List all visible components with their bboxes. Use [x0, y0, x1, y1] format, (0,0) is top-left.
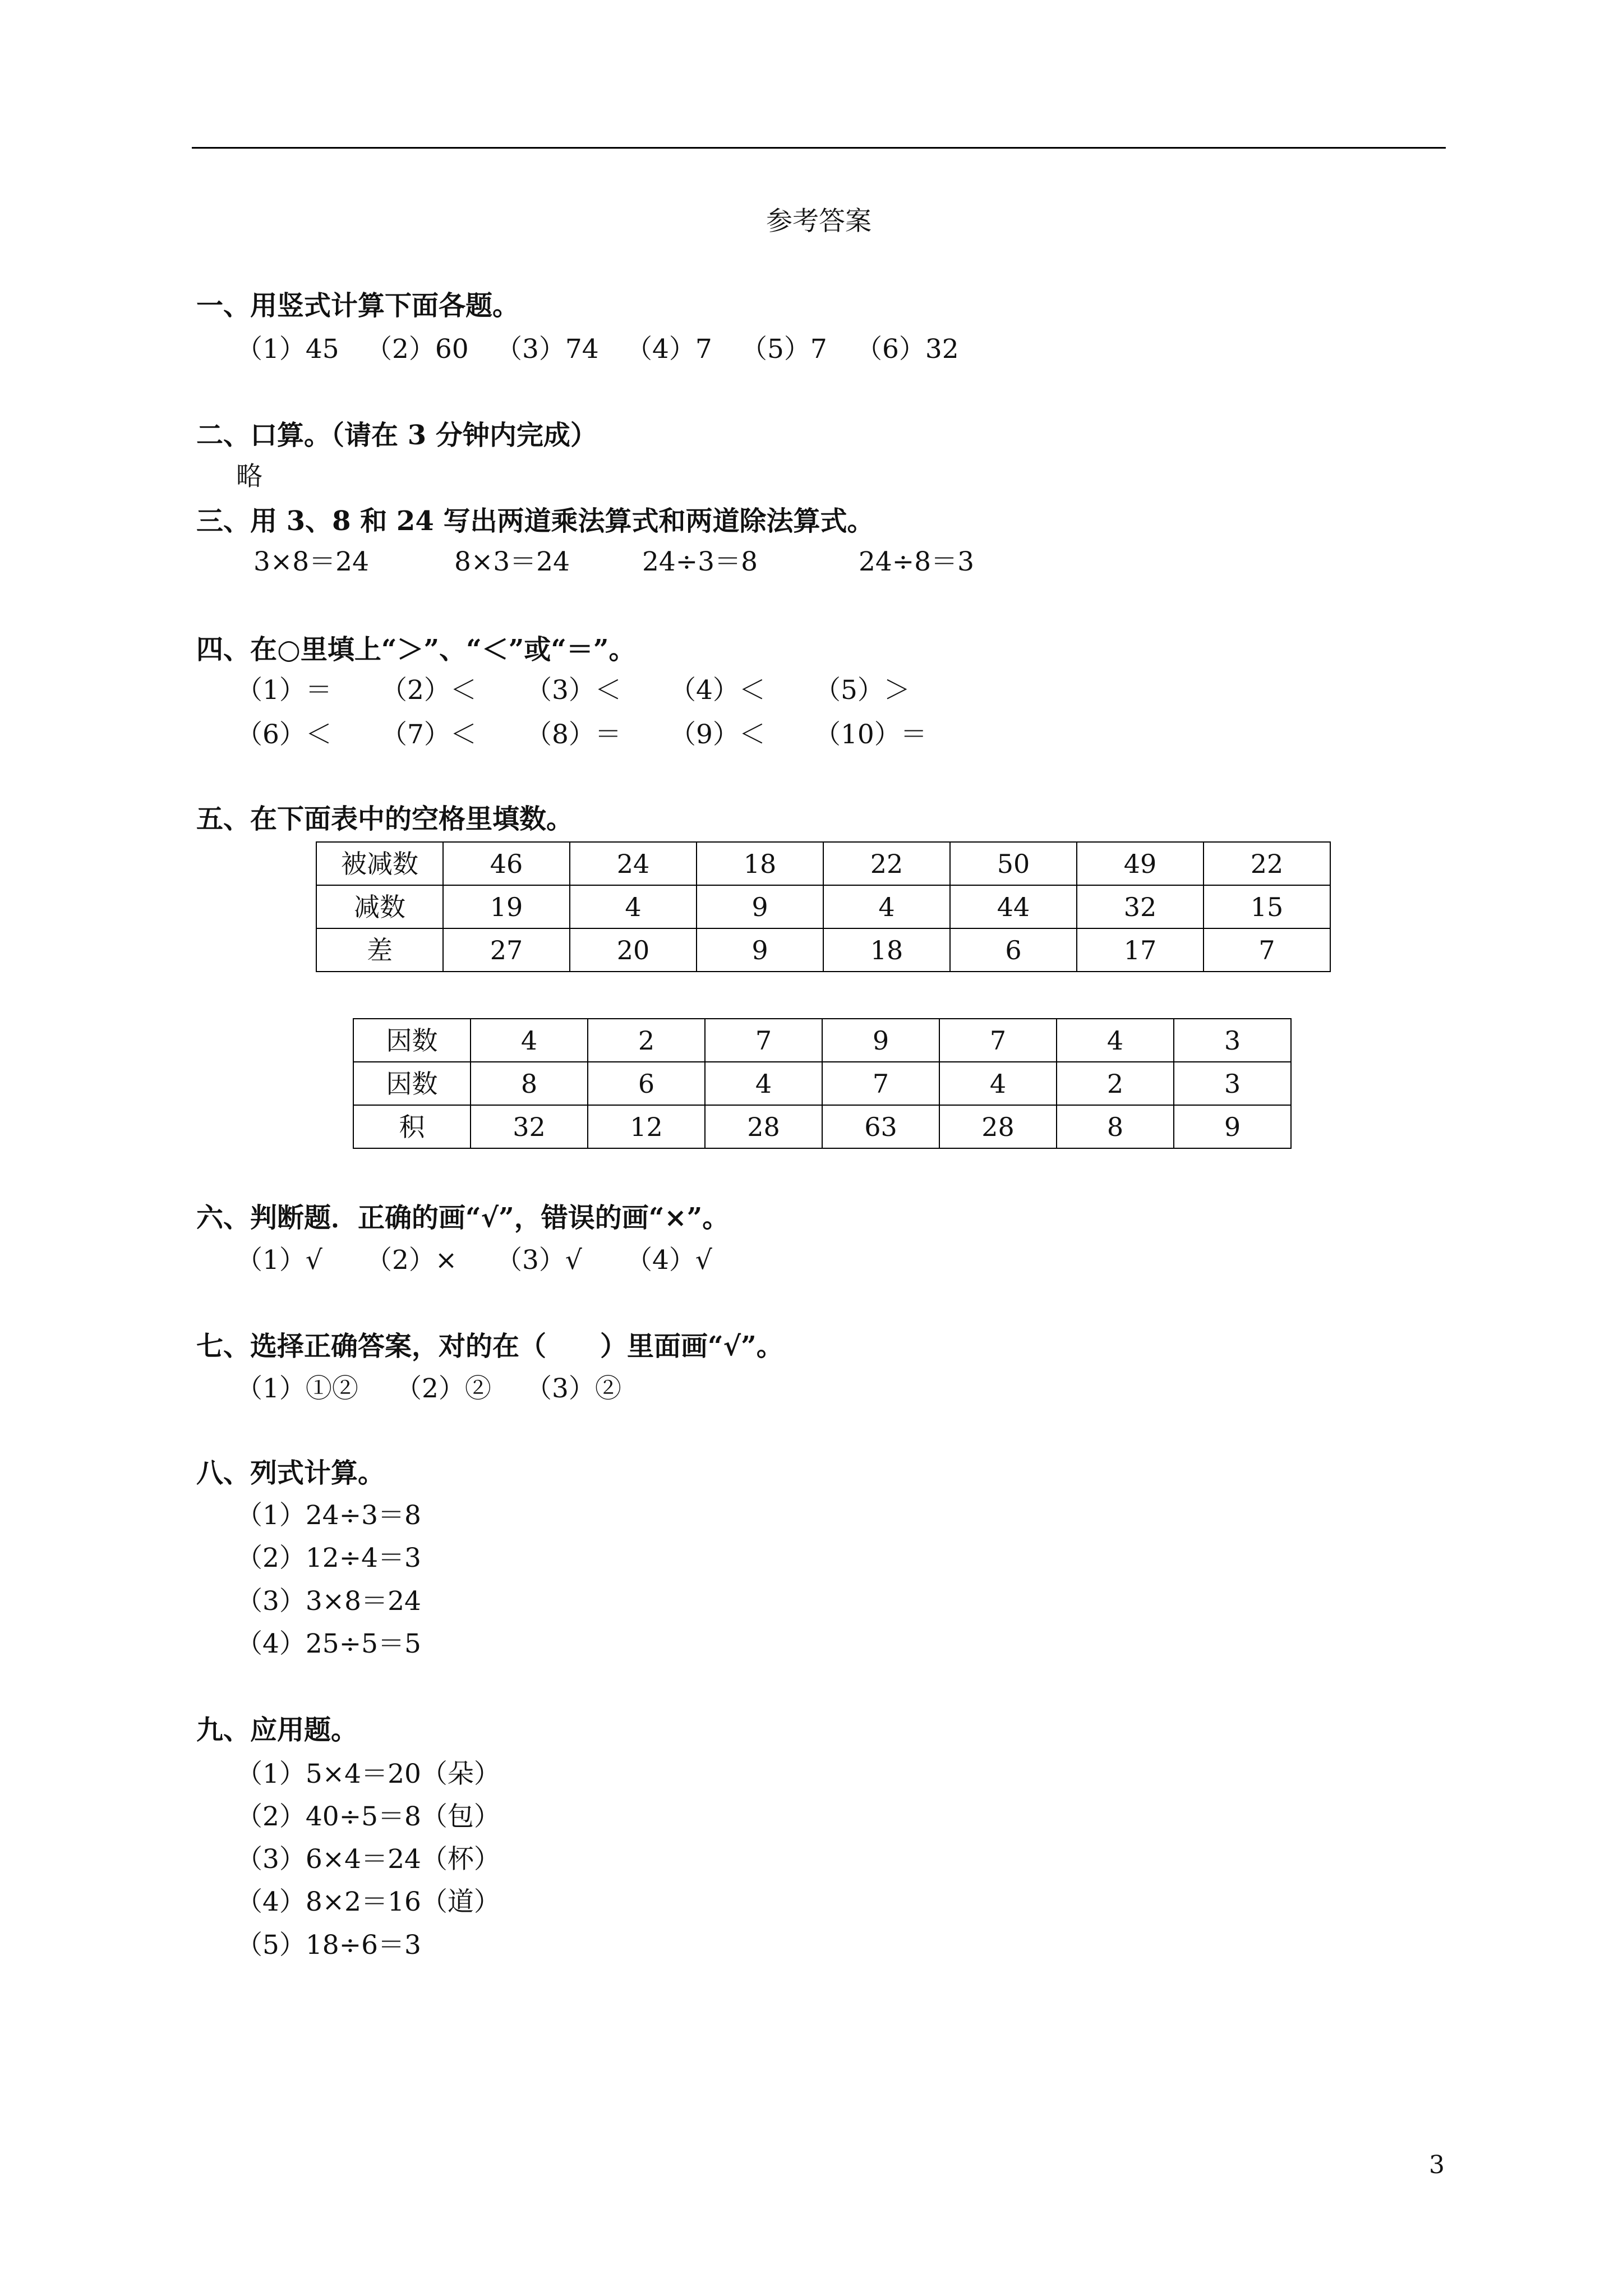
section-1-heading: 一、用竖式计算下面各题。	[196, 290, 520, 321]
table-cell: 17	[1077, 928, 1204, 972]
header-rule	[192, 147, 1446, 149]
answer-line: （3）6×4＝24（杯）	[236, 1844, 500, 1875]
table-cell: 7	[1204, 928, 1330, 972]
equation-item: 24÷8＝3	[859, 546, 974, 577]
comparison-item: （1）＝	[236, 675, 332, 706]
table-cell: 6	[588, 1062, 705, 1105]
table-cell: 4	[1057, 1019, 1174, 1062]
answer-item: （1）45	[236, 334, 339, 365]
comparison-item: （2）＜	[381, 675, 477, 706]
answer-item: （4）7	[626, 334, 712, 365]
table-cell: 2	[588, 1019, 705, 1062]
equation-item: 8×3＝24	[454, 546, 570, 577]
choice-item: （3）②	[525, 1373, 621, 1404]
table-cell: 50	[950, 842, 1077, 885]
choice-item: （1）①②	[236, 1373, 358, 1404]
table-cell: 7	[705, 1019, 822, 1062]
table-cell: 46	[443, 842, 570, 885]
comparison-item: （8）＝	[525, 719, 621, 750]
table-cell: 22	[823, 842, 950, 885]
section-6-heading: 六、判断题．正确的画“√”，错误的画“×”。	[196, 1202, 730, 1234]
table-cell: 7	[822, 1062, 939, 1105]
table-cell: 20	[570, 928, 697, 972]
table-row	[353, 1105, 1291, 1148]
equation-item: 24÷3＝8	[642, 546, 758, 577]
subtraction-table	[316, 841, 1331, 972]
table-row-header: 减数	[316, 885, 443, 928]
comparison-item: （10）＝	[814, 719, 927, 750]
table-cell: 49	[1077, 842, 1204, 885]
table-cell: 4	[570, 885, 697, 928]
comparison-item: （4）＜	[670, 675, 766, 706]
answer-line: （4）8×2＝16（道）	[236, 1887, 500, 1917]
table-row	[316, 842, 1330, 885]
table-cell: 18	[697, 842, 823, 885]
answer-line: （4）25÷5＝5	[236, 1628, 421, 1659]
comparison-item: （7）＜	[381, 719, 477, 750]
table-row-header: 被减数	[316, 842, 443, 885]
table-cell: 2	[1057, 1062, 1174, 1105]
table-cell: 9	[697, 885, 823, 928]
table-cell: 27	[443, 928, 570, 972]
comparison-item: （6）＜	[236, 719, 332, 750]
table-row	[316, 885, 1330, 928]
table-row-header: 因数	[353, 1062, 471, 1105]
answer-item: （6）32	[856, 334, 959, 365]
table-cell: 4	[471, 1019, 588, 1062]
comparison-item: （9）＜	[670, 719, 766, 750]
answer-item: （5）7	[741, 334, 827, 365]
comparison-item: （5）＞	[814, 675, 910, 706]
judgement-item: （2）×	[366, 1245, 458, 1276]
table-cell: 32	[471, 1105, 588, 1148]
table-cell: 8	[471, 1062, 588, 1105]
table-cell: 19	[443, 885, 570, 928]
section-7-heading: 七、选择正确答案，对的在（ ）里面画“√”。	[196, 1331, 783, 1362]
judgement-item: （3）√	[496, 1245, 582, 1276]
answer-item: 略	[236, 461, 262, 492]
page-number: 3	[1429, 2151, 1445, 2179]
section-5-heading: 五、在下面表中的空格里填数。	[196, 803, 574, 835]
section-3-heading: 三、用 3、8 和 24 写出两道乘法算式和两道除法算式。	[196, 505, 874, 537]
table-row	[316, 928, 1330, 972]
table-cell: 63	[822, 1105, 939, 1148]
page-title: 参考答案	[766, 206, 872, 237]
table-cell: 22	[1204, 842, 1330, 885]
table-cell: 28	[705, 1105, 822, 1148]
answer-line: （2）40÷5＝8（包）	[236, 1801, 500, 1832]
answer-line: （1）5×4＝20（朵）	[236, 1759, 500, 1789]
table-cell: 18	[823, 928, 950, 972]
judgement-item: （1）√	[236, 1245, 322, 1276]
table-cell: 8	[1057, 1105, 1174, 1148]
table-cell: 4	[939, 1062, 1057, 1105]
section-4-heading: 四、在○里填上“＞”、“＜”或“＝”。	[196, 634, 636, 665]
table-cell: 6	[950, 928, 1077, 972]
section-9-heading: 九、应用题。	[196, 1714, 358, 1746]
table-row-header: 因数	[353, 1019, 471, 1062]
answer-line: （3）3×8＝24	[236, 1586, 421, 1617]
table-cell: 44	[950, 885, 1077, 928]
table-cell: 9	[1174, 1105, 1291, 1148]
section-8-heading: 八、列式计算。	[196, 1457, 385, 1489]
table-row-header: 积	[353, 1105, 471, 1148]
judgement-item: （4）√	[626, 1245, 712, 1276]
table-cell: 3	[1174, 1019, 1291, 1062]
table-cell: 9	[822, 1019, 939, 1062]
table-cell: 7	[939, 1019, 1057, 1062]
table-row	[353, 1062, 1291, 1105]
table-row	[353, 1019, 1291, 1062]
answer-line: （5）18÷6＝3	[236, 1930, 421, 1961]
table-cell: 12	[588, 1105, 705, 1148]
answer-line: （1）24÷3＝8	[236, 1500, 421, 1531]
table-cell: 3	[1174, 1062, 1291, 1105]
answer-item: （2）60	[366, 334, 469, 365]
multiplication-table	[353, 1018, 1292, 1149]
answer-item: （3）74	[496, 334, 599, 365]
equation-item: 3×8＝24	[253, 546, 369, 577]
table-cell: 15	[1204, 885, 1330, 928]
table-row-header: 差	[316, 928, 443, 972]
table-cell: 4	[823, 885, 950, 928]
table-cell: 4	[705, 1062, 822, 1105]
answer-line: （2）12÷4＝3	[236, 1543, 421, 1573]
table-cell: 24	[570, 842, 697, 885]
section-2-heading: 二、口算。（请在 3 分钟内完成）	[196, 420, 597, 451]
table-cell: 9	[697, 928, 823, 972]
table-cell: 32	[1077, 885, 1204, 928]
table-cell: 28	[939, 1105, 1057, 1148]
choice-item: （2）②	[395, 1373, 491, 1404]
comparison-item: （3）＜	[525, 675, 621, 706]
